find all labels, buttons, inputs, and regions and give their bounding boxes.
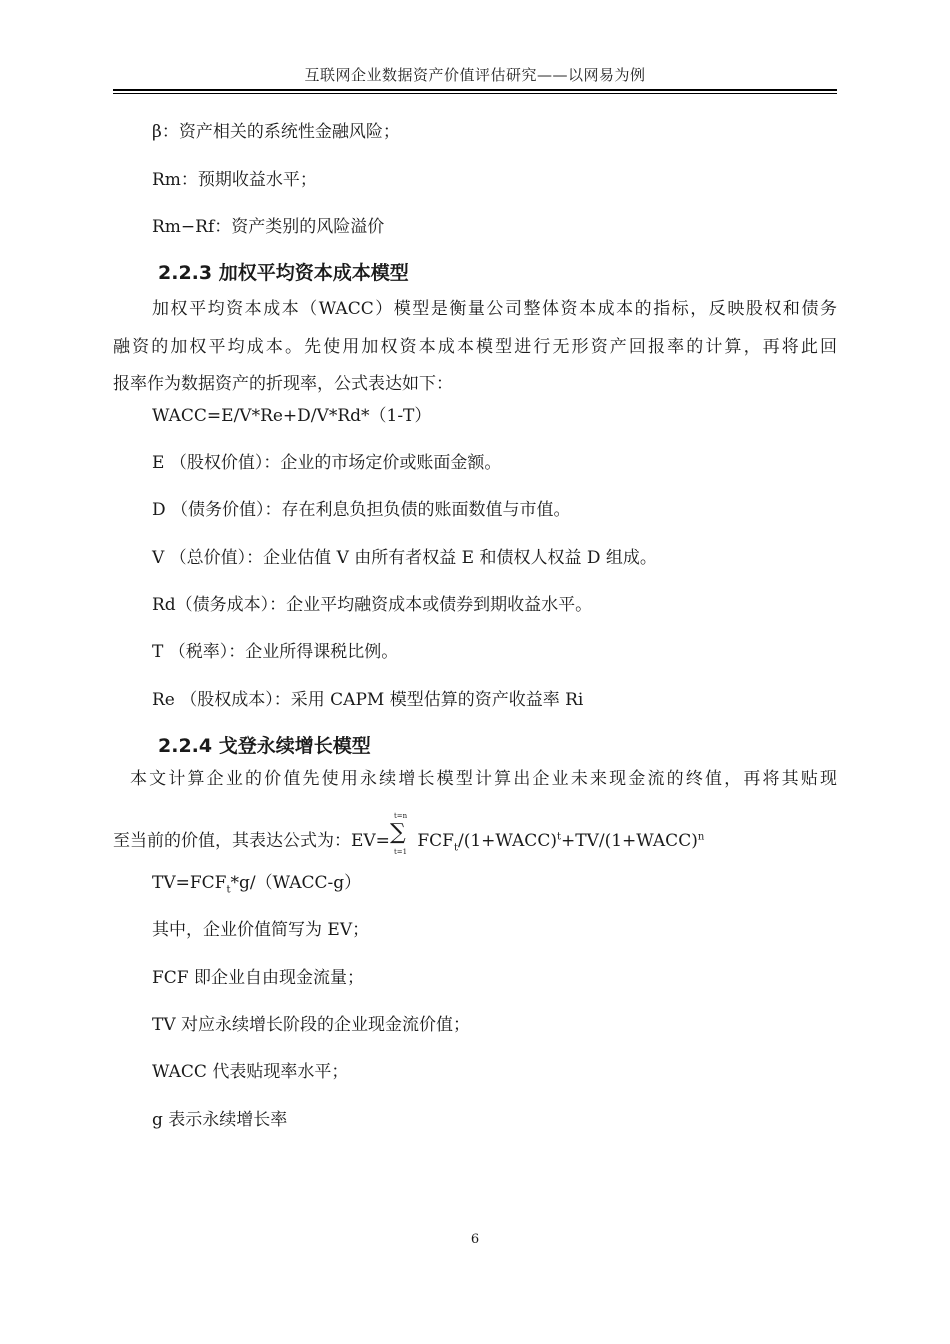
ev-tv-term: +TV/(1+WACC)	[561, 831, 698, 851]
sigma-lower-limit: t=1	[393, 848, 408, 856]
ev-formula-prefix: 至当前的价值，其表达公式为：EV=	[113, 831, 390, 851]
sigma-symbol: ∑	[389, 820, 406, 845]
ev-formula-line	[113, 812, 705, 856]
section-224-para-line1: 本文计算企业的价值先使用永续增长模型计算出企业未来现金流的终值，再将其贴现	[130, 769, 837, 789]
section-223-para-line2: 融资的加权平均成本。先使用加权资本成本模型进行无形资产回报率的计算，再将此回	[113, 337, 837, 357]
ev-exponent-t: t	[556, 831, 561, 843]
ev-discount-term: /(1+WACC)	[457, 831, 557, 851]
page-number: 6	[470, 1232, 480, 1247]
gordon-def-g: g 表示永续增长率	[152, 1110, 288, 1130]
ev-exponent-n: n	[697, 831, 705, 843]
gordon-def-wacc: WACC 代表贴现率水平；	[152, 1062, 349, 1082]
section-224-heading: 2.2.4 戈登永续增长模型	[158, 735, 371, 757]
ev-fcf-subscript: t	[453, 842, 458, 854]
tv-fcf-subscript: t	[226, 884, 231, 896]
tv-formula-rhs: *g/（WACC-g）	[230, 873, 362, 893]
rm-rf-definition: Rm−Rf：资产类别的风险溢价	[152, 217, 385, 237]
tv-formula-lhs: TV=FCF	[152, 873, 227, 893]
section-223-para-line1: 加权平均资本成本（WACC）模型是衡量公司整体资本成本的指标，反映股权和债务	[152, 299, 837, 319]
beta-definition: β：资产相关的系统性金融风险；	[152, 122, 400, 142]
section-223-heading: 2.2.3 加权平均资本成本模型	[158, 262, 409, 284]
wacc-def-t: T （税率）：企业所得课税比例。	[152, 642, 399, 662]
gordon-def-tv: TV 对应永续增长阶段的企业现金流价值；	[152, 1015, 471, 1035]
sigma-upper-limit: t=n	[393, 812, 408, 820]
wacc-formula: WACC=E/V*Re+D/V*Rd*（1-T）	[152, 406, 432, 426]
rm-definition: Rm：预期收益水平；	[152, 170, 317, 190]
gordon-def-ev: 其中，企业价值简写为 EV；	[152, 920, 370, 940]
summation	[389, 812, 412, 856]
tv-formula	[152, 871, 361, 895]
wacc-def-rd: Rd（债务成本）：企业平均融资成本或债券到期收益水平。	[152, 595, 593, 615]
gordon-def-fcf: FCF 即企业自由现金流量；	[152, 968, 365, 988]
section-223-para-line3: 报率作为数据资产的折现率，公式表达如下：	[113, 374, 453, 394]
header-rule	[113, 89, 837, 94]
wacc-def-v: V （总价值）：企业估值 V 由所有者权益 E 和债权人权益 D 组成。	[152, 548, 657, 568]
ev-fcf: FCF	[417, 831, 454, 851]
wacc-def-re: Re （股权成本）：采用 CAPM 模型估算的资产收益率 Ri	[152, 690, 584, 710]
wacc-def-e: E （股权价值）：企业的市场定价或账面金额。	[152, 453, 502, 473]
wacc-def-d: D （债务价值）：存在利息负担负债的账面数值与市值。	[152, 500, 571, 520]
page-header-title: 互联网企业数据资产价值评估研究——以网易为例	[304, 66, 646, 84]
